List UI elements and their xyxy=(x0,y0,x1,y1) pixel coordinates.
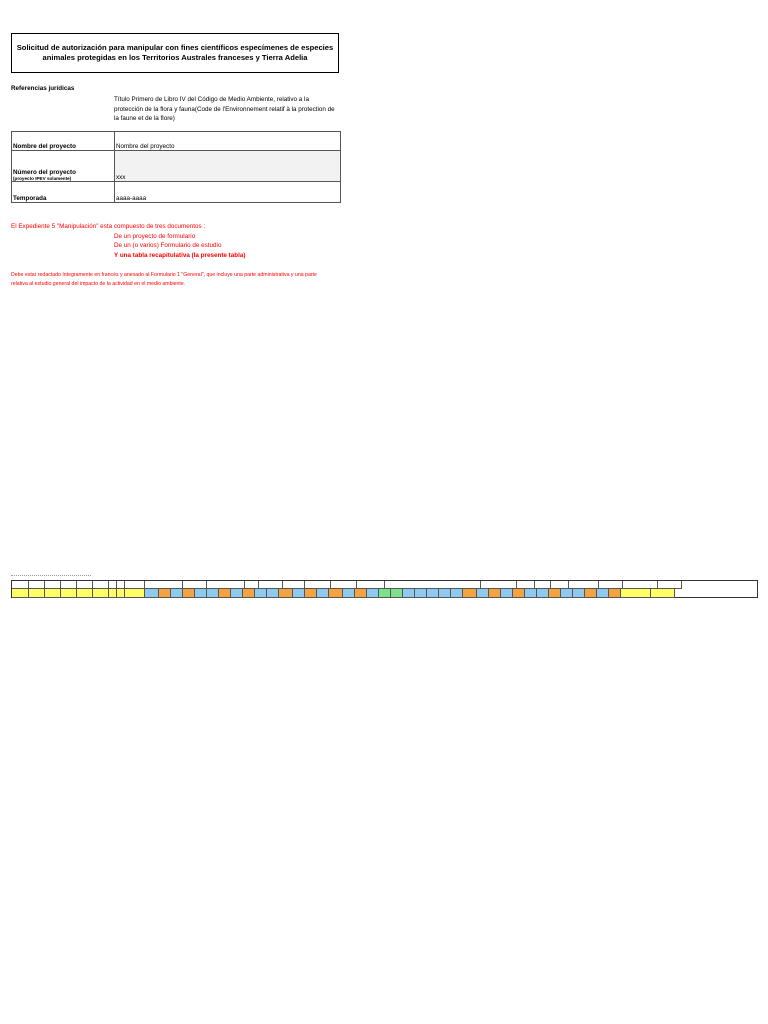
summary-subheader-cell xyxy=(231,589,243,598)
summary-table-subheader xyxy=(12,589,675,598)
summary-subheader-cell xyxy=(489,589,501,598)
summary-subheader-cell xyxy=(609,589,621,598)
summary-header-cell xyxy=(207,581,245,589)
legal-references-text: Título Primero de Libro IV del Código de Medio Ambiente, relativo a la protección de la flora y fauna(Code de l'Environnement relatif à la protection de la faune et de la flore) xyxy=(114,96,335,123)
summary-header-cell xyxy=(517,581,535,589)
summary-header-cell xyxy=(61,581,77,589)
summary-subheader-cell xyxy=(379,589,391,598)
summary-subheader-cell xyxy=(293,589,305,598)
summary-subheader-cell xyxy=(219,589,231,598)
legal-references-label: Referencias jurídicas xyxy=(11,85,75,92)
season-label: Temporada xyxy=(12,182,115,203)
summary-subheader-cell xyxy=(549,589,561,598)
summary-subheader-cell xyxy=(537,589,549,598)
project-name-value[interactable]: Nombre del proyecto xyxy=(115,132,341,151)
expediente-item: De un proyecto de formulario xyxy=(114,233,196,240)
summary-subheader-cell xyxy=(29,589,45,598)
summary-subheader-cell xyxy=(45,589,61,598)
summary-subheader-cell xyxy=(125,589,145,598)
summary-subheader-cell xyxy=(183,589,195,598)
summary-subheader-cell xyxy=(243,589,255,598)
season-value[interactable]: aaaa-aaaa xyxy=(115,182,341,203)
summary-header-cell xyxy=(183,581,207,589)
table-row xyxy=(12,151,341,182)
summary-subheader-cell xyxy=(463,589,477,598)
summary-subheader-cell xyxy=(195,589,207,598)
expediente-list xyxy=(114,232,245,260)
summary-header-cell xyxy=(125,581,145,589)
expediente-intro: El Expediente 5 "Manipulación" esta compuesto de tres documentos : xyxy=(11,223,206,230)
table-row xyxy=(12,132,341,151)
project-number-label: Número del proyecto (proyecto IPEV solamente) xyxy=(12,151,115,182)
summary-subheader-cell xyxy=(367,589,379,598)
summary-subheader-cell xyxy=(415,589,427,598)
summary-subheader-cell xyxy=(61,589,77,598)
summary-header-cell xyxy=(357,581,385,589)
summary-header-cell xyxy=(551,581,569,589)
project-name-label: Nombre del proyecto xyxy=(12,132,115,151)
summary-header-cell xyxy=(569,581,599,589)
summary-subheader-cell xyxy=(343,589,355,598)
summary-subheader-cell xyxy=(525,589,537,598)
summary-subheader-cell xyxy=(117,589,125,598)
summary-header-cell xyxy=(385,581,481,589)
summary-subheader-cell xyxy=(651,589,675,598)
project-number-sublabel: (proyecto IPEV solamente) xyxy=(13,176,72,181)
summary-subheader-cell xyxy=(427,589,439,598)
summary-subheader-cell xyxy=(451,589,463,598)
summary-subheader-cell xyxy=(159,589,171,598)
divider xyxy=(11,575,91,578)
summary-subheader-cell xyxy=(513,589,525,598)
summary-header-cell xyxy=(599,581,623,589)
summary-table-strip xyxy=(11,580,758,598)
project-table xyxy=(11,131,341,203)
summary-subheader-cell xyxy=(585,589,597,598)
summary-header-cell xyxy=(29,581,45,589)
summary-subheader-cell xyxy=(255,589,267,598)
summary-table-header xyxy=(12,581,682,589)
summary-subheader-cell xyxy=(267,589,279,598)
summary-subheader-cell xyxy=(109,589,117,598)
language-note: Debe estar redactado íntegramente en francés y anexado al Formulario 1 "General", que incluye una parte administrativa y una parte relativa al estudio general del impacto de la actividad en el medio ambiente. xyxy=(11,272,317,287)
summary-subheader-cell xyxy=(355,589,367,598)
summary-header-cell xyxy=(481,581,517,589)
summary-header-cell xyxy=(259,581,283,589)
summary-subheader-cell xyxy=(207,589,219,598)
summary-header-cell xyxy=(109,581,117,589)
table-row xyxy=(12,182,341,203)
summary-subheader-cell xyxy=(93,589,109,598)
form-title-text: Solicitud de autorización para manipular con fines científicos especímenes de especies animales protegidas en los Territorios Australes franceses y Tierra Adelia xyxy=(16,43,334,62)
summary-header-cell xyxy=(45,581,61,589)
summary-header-cell xyxy=(145,581,183,589)
summary-subheader-cell xyxy=(317,589,329,598)
summary-subheader-cell xyxy=(439,589,451,598)
summary-subheader-cell xyxy=(501,589,513,598)
summary-subheader-cell xyxy=(279,589,293,598)
summary-subheader-cell xyxy=(77,589,93,598)
summary-header-cell xyxy=(117,581,125,589)
summary-subheader-cell xyxy=(561,589,573,598)
expediente-item: De un (o varios) Formulario de estudio xyxy=(114,242,222,250)
summary-subheader-cell xyxy=(329,589,343,598)
summary-subheader-cell xyxy=(145,589,159,598)
summary-header-cell xyxy=(93,581,109,589)
summary-subheader-cell xyxy=(597,589,609,598)
summary-subheader-cell xyxy=(621,589,651,598)
summary-header-cell xyxy=(305,581,331,589)
summary-header-cell xyxy=(658,581,682,589)
summary-subheader-cell xyxy=(171,589,183,598)
summary-header-cell xyxy=(12,581,29,589)
summary-subheader-cell xyxy=(305,589,317,598)
summary-subheader-cell xyxy=(477,589,489,598)
summary-header-cell xyxy=(245,581,259,589)
summary-subheader-cell xyxy=(12,589,29,598)
summary-subheader-cell xyxy=(573,589,585,598)
summary-header-cell xyxy=(535,581,551,589)
summary-subheader-cell xyxy=(391,589,403,598)
summary-subheader-cell xyxy=(403,589,415,598)
summary-header-cell xyxy=(331,581,357,589)
form-title xyxy=(11,33,339,73)
summary-header-cell xyxy=(77,581,93,589)
summary-header-cell xyxy=(623,581,658,589)
expediente-item: Y una tabla recapitulativa (la presente tabla) xyxy=(114,251,246,259)
project-number-value[interactable]: xxx xyxy=(115,151,341,182)
summary-header-cell xyxy=(283,581,305,589)
